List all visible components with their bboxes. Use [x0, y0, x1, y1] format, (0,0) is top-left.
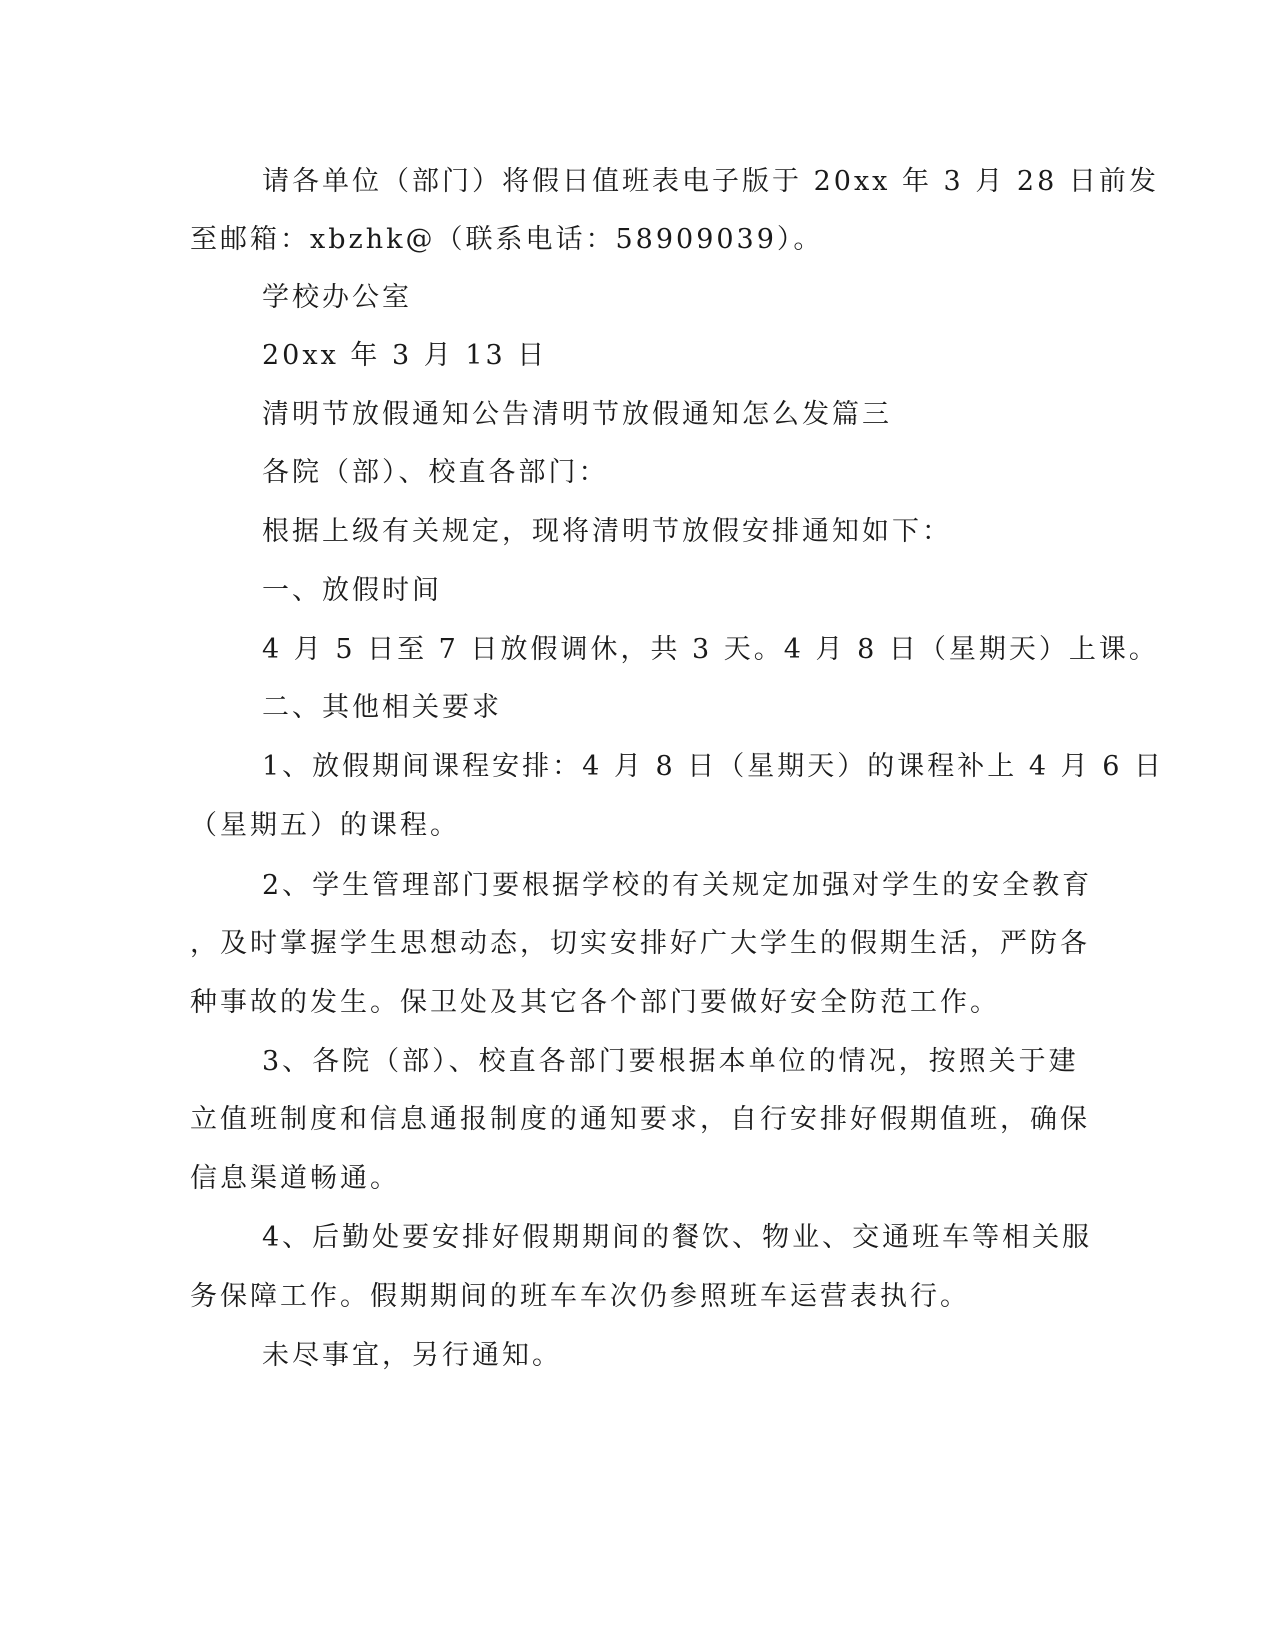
paragraph-line: ，及时掌握学生思想动态，切实安排好广大学生的假期生活，严防各	[190, 928, 1090, 959]
paragraph-line: 种事故的发生。保卫处及其它各个部门要做好安全防范工作。	[190, 987, 1000, 1018]
signature-date: 20xx 年 3 月 13 日	[262, 340, 548, 371]
paragraph-line: 3、各院（部）、校直各部门要根据本单位的情况，按照关于建	[262, 1046, 1079, 1077]
paragraph-line: 2、学生管理部门要根据学校的有关规定加强对学生的安全教育	[262, 870, 1093, 901]
closing-line: 未尽事宜，另行通知。	[262, 1340, 562, 1371]
paragraph-line: 务保障工作。假期期间的班车车次仍参照班车运营表执行。	[190, 1281, 970, 1312]
paragraph-line: （星期五）的课程。	[190, 810, 460, 841]
section-title: 清明节放假通知公告清明节放假通知怎么发篇三	[262, 399, 892, 430]
heading-holiday-time: 一、放假时间	[262, 575, 442, 606]
salutation: 各院（部）、校直各部门：	[262, 457, 609, 488]
paragraph-line: 请各单位（部门）将假日值班表电子版于 20xx 年 3 月 28 日前发	[262, 166, 1159, 197]
heading-other-requirements: 二、其他相关要求	[262, 692, 502, 723]
paragraph-line: 4、后勤处要安排好假期期间的餐饮、物业、交通班车等相关服	[262, 1222, 1093, 1253]
paragraph-line: 根据上级有关规定，现将清明节放假安排通知如下：	[262, 516, 952, 547]
paragraph-line: 至邮箱：xbzhk@（联系电话：58909039）。	[190, 224, 824, 255]
paragraph-line: 1、放假期间课程安排：4 月 8 日（星期天）的课程补上 4 月 6 日	[262, 751, 1164, 782]
paragraph-line: 4 月 5 日至 7 日放假调休，共 3 天。4 月 8 日（星期天）上课。	[262, 634, 1159, 665]
paragraph-line: 信息渠道畅通。	[190, 1163, 400, 1194]
signature-office: 学校办公室	[262, 282, 412, 313]
paragraph-line: 立值班制度和信息通报制度的通知要求，自行安排好假期值班，确保	[190, 1104, 1090, 1135]
